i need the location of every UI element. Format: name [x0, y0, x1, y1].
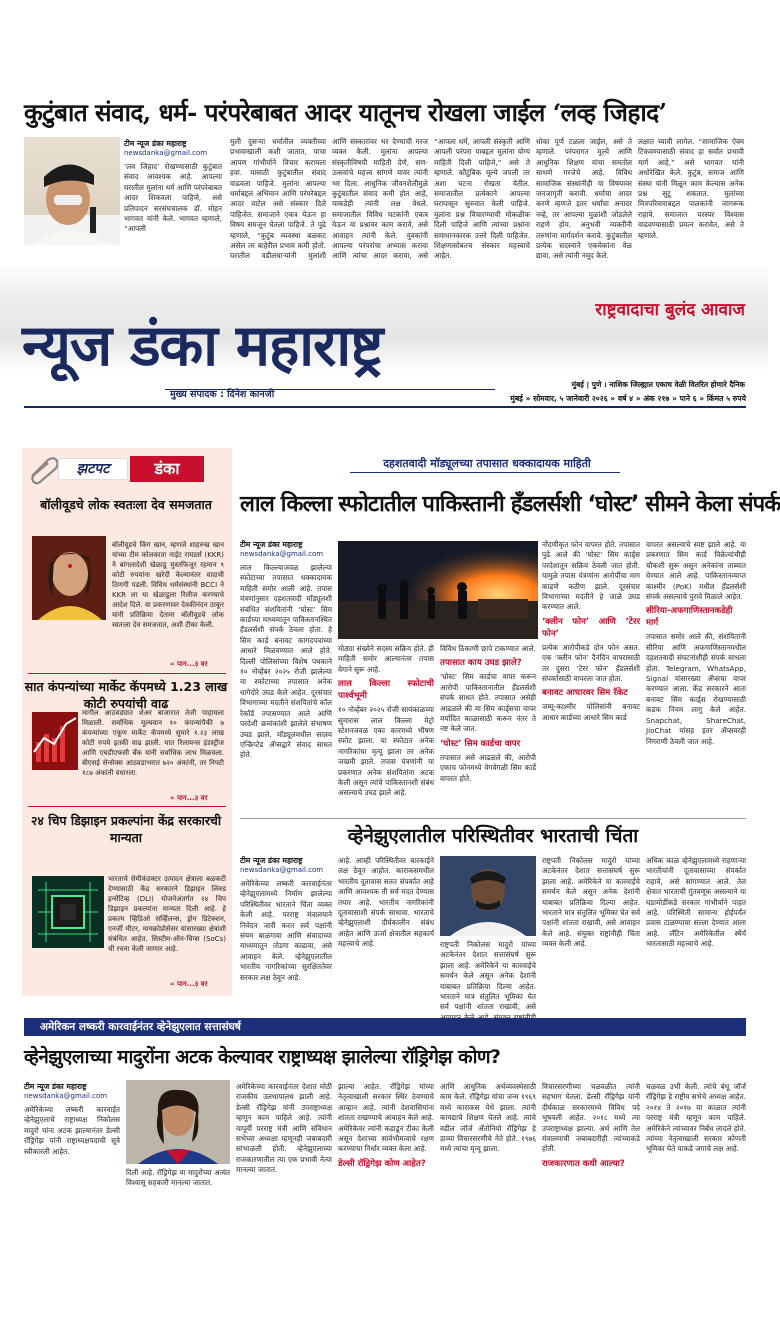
date-line: मुंबई » सोमवार, ५ जानेवारी २०२६ » वर्ष ४ » अंक २१७ » पाने ६ » किंमत ५ रुपये: [510, 394, 746, 403]
venezuela-india-column-5: अधिक काळ व्हेनेझुएलामध्ये राहणाऱ्या भारतीयांनी दूतावासाच्या संपर्कात राहावे, असे सांगण्यात आले. तेल क्षेत्रात भारताची गुंतवणूक असल्याने या घडामोडींकडे सरकार गांभीर्याने पाहत आहे. परिस्थिती सामान्य होईपर्यंत प्रवास टाळण्याचा सल्ला देण्यात आला आहे. लॅटिन अमेरिकेतील स्थैर्य भारतासाठी महत्त्वाचे आहे.: [646, 856, 746, 949]
center-column-2: मोठ्या संख्येने सदस्य सक्रिय होते. ही माहिती समोर आल्यानंतर तपास वेगाने सुरू आहे. लाल किल्ला स्फोटाची पार्श्वभूमी १० नोव्हेंबर २०२५ रोजी सायंकाळच्या सुमारास लाल किल्ला मेट्रो स्टेशनजवळ एका कारमध्ये भीषण स्फोट झाला. या स्फोटात अनेक नागरिकांचा मृत्यू झाला तर अनेक जखमी झाले. तपास यंत्रणांनी या प्रकरणात अनेक संशयितांना अटक केली असून त्यांचे पाकिस्तानशी संबंध असल्याचे उघड झाले आहे.: [338, 644, 434, 798]
sidebar-item-2-text: मागील आठवड्यात शेअर बाजारात तेजी पाहायला मिळाली. सर्वाधिक मूल्यवान १० कंपन्यांपैकी ७ कंपन्यांच्या एकूण मार्केट कॅपमध्ये सुमारे १.२३ लाख कोटी रुपये इतकी वाढ झाली. यात रिलायन्स इंडस्ट्रीज आणि एचडीएफसी बँक यांनी सर्वाधिक लाभ मिळवला. बीएसई सेन्सेक्स आठवडाभरात ७२० अंकांनी, तर निफ्टी १८७ अंकांनी वधारला.: [82, 709, 224, 777]
bottom-column-5: विचारसरणीच्या चळवळीत त्यांनी सहभाग घेतला. डेल्सी रॉड्रिगेझ यांनी दीर्घकाळ सरकारमध्ये विविध पदे भूषवली आहेत. २०१८ मध्ये त्या उपराष्ट्राध्यक्ष झाल्या. अर्थ आणि तेल मंत्रालयाची जबाबदारीही त्यांच्याकडे होती. राजकारणात कधी आल्या?: [542, 1082, 640, 1169]
venezuela-india-headline[interactable]: व्हेनेझुएलातील परिस्थितीवर भारताची चिंता: [347, 825, 639, 847]
center-subhead-1: लाल किल्ला स्फोटाची पार्श्वभूमी: [338, 679, 434, 702]
masthead-title[interactable]: न्यूज डंका महाराष्ट्र: [22, 313, 383, 379]
center-column-1: टीम न्यूज डंका महाराष्ट्र newsdanka@gmail.com लाल किल्ल्याजवळ झालेल्या स्फोटाच्या तपासात धक्कादायक माहिती समोर आली आहे. तपास यंत्रणांनुसार दहशतवादी मॉड्यूलशी संबंधित संशयितांनी ‘घोस्ट’ सिम कार्डच्या माध्यमातून पाकिस्तानस्थित हँडलर्सशी संपर्क ठेवला होता. हे सिम कार्ड बनावट कागदपत्रांच्या आधारे मिळवण्यात आले होते. दिल्ली पोलिसांच्या विशेष पथकाने १० नोव्हेंबर २०२५ रोजी झालेल्या या स्फोटाच्या तपासात अनेक धागेदोरे उघड केले आहेत. दूरसंचार विभागाच्या मदतीने संशयितांचे कॉल रेकॉर्ड तपासण्यात आले आणि परदेशी क्रमांकांशी झालेले संभाषण उघड झाले. मॉड्यूलमधील सदस्य एन्क्रिप्टेड ॲप्सद्वारे संवाद साधत होते.: [240, 540, 332, 760]
sidebar-item-1-text: बॉलीवूडचे किंग खान, म्हणजे शाहरुख खान यांच्या टीम कोलकाता नाईट रायडर्स (KKR) ने बांगलादेशी खेळाडू मुस्तफिजूर रहमान ९ कोटी रुपयांना खरेदी केल्यानंतर वादाची ठिणगी पडली. विविध धर्मसंस्थांनी BCCI ने KKR ला या खेळाडूला रिलीज करण्याचे आदेश दिले. या प्रकरणावर देवकीनंदन ठाकूर यांनी प्रतिक्रिया देताना बॉलीवूडचे लोक स्वतःला देव समजतात, अशी टीका केली.: [112, 541, 224, 629]
top-story-column-5: लक्षात घ्यावी लागेल. “सामाजिक ऐक्य टिकवण्यासाठी संवाद हा सर्वात प्रभावी मार्ग आहे,” असे भागवत यांनी अधोरेखित केले. कुटुंब, समाज आणि संस्था यांनी मिळून काम केल्यास अनेक प्रश्न सुटू शकतात. मुलांच्या मित्रपरिवाराबद्दल पालकांनी जागरूक राहावे. समाजात परस्पर विश्वास वाढवण्यासाठी प्रयत्न करावेत, असे ते म्हणाले.: [638, 137, 744, 240]
center-subhead-2: तपासात काय उघड झाले?: [440, 658, 522, 669]
center-column-5: वापरत असल्याचे स्पष्ट झाले आहे. या प्रकरणात सिम कार्ड विक्रेत्यांचीही चौकशी सुरू असून अनेकांना ताब्यात घेण्यात आले आहे. पाकिस्तानव्याप्त काश्मीर (PoK) मधील हँडलर्सशी संपर्क असल्याचे पुरावे मिळाले आहेत. सीरिया-अफगाणिस्तानकडेही मार्ग तपासात समोर आले की, संशयितांनी सीरिया आणि अफगाणिस्तानमधील दहशतवादी संघटनांशीही संपर्क साधला होता. Telegram, WhatsApp, Signal यांसारख्या ॲप्सचा वापर करण्यात आला. केंद्र सरकारने आता बनावट सिम कार्ड्स रोखण्यासाठी कडक नियम लागू केले आहेत. Snapchat, ShareChat, JioChat यांसह इतर ॲप्सवरही निगराणी ठेवली जात आहे.: [646, 540, 746, 746]
bottom-banner-text: अमेरिकन लष्करी कारवाईनंतर व्हेनेझुएलात सत्तासंघर्ष: [40, 1021, 241, 1033]
blast-scene-photo: [338, 541, 538, 639]
byline-email[interactable]: newsdanka@gmail.com: [240, 550, 324, 558]
bottom-column-3: झाल्या आहेत. रॉड्रिगेझ यांच्या नेतृत्वाखाली सरकार स्थिर ठेवण्याचे आव्हान आहे. त्यांनी देशवासियांना शांतता राखण्याचे आवाहन केले आहे. अमेरिकेवर त्यांनी कडाडून टीका केली असून देशाच्या सार्वभौमत्वाचे रक्षण करण्याचा निर्धार व्यक्त केला आहे. डेल्सी रॉड्रिगेझ कोण आहेत?: [338, 1082, 434, 1169]
byline-email[interactable]: newsdanka@gmail.com: [124, 149, 208, 157]
sidebar-item-3-more[interactable]: » पान...३ वर: [170, 980, 208, 988]
byline-email[interactable]: newsdanka@gmail.com: [24, 1092, 108, 1100]
center-subhead-3: ‘घोस्ट’ सिम कार्डचा वापर: [440, 738, 521, 749]
sidebar-item-2-headline[interactable]: सात कंपन्यांच्या मार्केट कॅपमध्ये 1.23 लाख कोटी रुपयांची वाढ: [24, 679, 228, 711]
bottom-column-6: चळवळ उभी केली. त्यांचे बंधू जॉर्ज रॉड्रिगेझ हे राष्ट्रीय सभेचे अध्यक्ष आहेत. २०१४ ते २०१७ या काळात त्यांनी परराष्ट्र मंत्री म्हणून काम पाहिले. अमेरिकेने त्यांच्यावर निर्बंध लादले होते. त्यांच्या नेतृत्वाखाली सरकार कोणती भूमिका घेते याकडे जगाचे लक्ष आहे.: [646, 1082, 746, 1154]
sidebar-label-quick: झटपट: [58, 458, 128, 480]
masthead-tagline: राष्ट्रवादाचा बुलंद आवाज: [595, 300, 745, 320]
sidebar-item-3-text: भारताचे सेमीकंडक्टर उत्पादन क्षेत्राला बळकटी देण्यासाठी केंद्र सरकारने डिझाइन लिंक्ड इन्सेंटिव्ह (DLI) योजनेअंतर्गत २४ चिप डिझाइन प्रकल्पांना मान्यता दिली आहे. हे प्रकल्प व्हिडिओ सर्व्हिलन्स, ड्रोन डिटेक्शन, एनर्जी मीटर, मायक्रोप्रोसेसर यांसारख्या क्षेत्रांशी संबंधित आहेत. सिस्टीम-ऑन-चिप्स (SoCs) ची रचना केली जाणार आहे.: [108, 875, 226, 953]
center-column-3: विविध ठिकाणी छापे टाकण्यात आले. तपासात काय उघड झाले? ‘घोस्ट’ सिम कार्डचा वापर करून आरोपी पाकिस्तानातील हँडलर्सशी संपर्क साधत होते. तपासात असेही आढळले की या सिम कार्ड्सचा वापर मर्यादित काळासाठी करून नंतर ते नष्ट केले जात. ‘घोस्ट’ सिम कार्डचा वापर तपासात असे आढळले की, आरोपी एकाच फोनमध्ये वेगवेगळी सिम कार्डे वापरत होते.: [440, 644, 536, 783]
top-story-column-3: “आपला धर्म, आपली संस्कृती आणि आपली परंपरा याबद्दल मुलांना योग्य माहिती दिली पाहिजे,” असे ते म्हणाले. कौटुंबिक मूल्ये जपली तर अशा घटना रोखता येतील. समाजातील प्रत्येकाने आपल्या घरापासून सुरुवात केली पाहिजे. मुलांना प्रश्न विचारण्याची मोकळीक दिली पाहिजे आणि त्यांच्या प्रश्नांना समाधानकारक उत्तरे दिली पाहिजेत. शिक्षणासोबतच संस्कार महत्त्वाचे आहेत.: [434, 137, 530, 261]
paperclip-icon: [26, 456, 60, 484]
venezuela-india-rule: [240, 818, 746, 819]
bottom-column-2: अमेरिकेच्या कारवाईनंतर देशात मोठी राजकीय उलथापालथ झाली आहे. डेल्सी रॉड्रिगेझ यांनी उपराष्ट्राध्यक्ष म्हणून काम पाहिले आहे. त्यांनी यापूर्वी परराष्ट्र मंत्री आणि संविधान सभेच्या अध्यक्षा म्हणूनही जबाबदारी सांभाळली होती. व्हेनेझुएलाच्या राजकारणातील त्या एक प्रभावी नेत्या मानल्या जातात.: [236, 1082, 332, 1175]
center-column-4: नोंदणीकृत फोन वापरत होते. तपासात पुढे आले की ‘घोस्ट’ सिम कार्ड्स परदेशातून सक्रिय ठेवली जात होती. यामुळे तपास यंत्रणांना आरोपींचा माग काढणे कठीण झाले. दूरसंचार विभागाच्या मदतीने हे जाळे उघड करण्यात आले. ‘क्लीन फोन’ आणि ‘टेरर फोन’ प्रत्येक आरोपीकडे दोन फोन असत. एक ‘क्लीन फोन’ दैनंदिन वापरासाठी तर दुसरा ‘टेरर फोन’ हँडलर्सशी संपर्कासाठी वापरला जात होता. बनावट आधारवर सिम रॅकेट जम्मू-काश्मीर पोलिसांनी बनावट आधार कार्डच्या आधारे सिम कार्ड: [542, 540, 640, 722]
divider: [28, 673, 226, 674]
byline: टीम न्यूज डंका महाराष्ट्र: [240, 540, 303, 549]
center-subhead-6: सीरिया-अफगाणिस्तानकडेही मार्ग: [646, 606, 733, 629]
byline: टीम न्यूज डंका महाराष्ट्र: [24, 1082, 87, 1091]
byline: टीम न्यूज डंका महाराष्ट्र: [240, 856, 303, 865]
center-subhead-5: बनावट आधारवर सिम रॅकेट: [542, 688, 628, 699]
chief-editor-label: मुख्य संपादक : दिनेश कानजी: [170, 389, 275, 400]
sidebar-item-1-more[interactable]: » पान...३ वर: [170, 660, 208, 668]
bhagwat-portrait-photo: [24, 137, 120, 245]
top-story-column-4: धोका पूर्ण टळला जाईल, असे ते म्हणाले. परंपरागत मूल्ये आणि आधुनिक शिक्षण यांचा समतोल साधणे गरजेचे आहे. विविध सामाजिक संस्थांनीही या विषयावर जनजागृती करावी. धर्माचा आदर करणे म्हणजे इतर धर्मांचा अनादर नव्हे, तर आपल्या मुळांशी जोडलेले राहणे होय. अनुभवी व्यक्तींनी तरुणांना मार्गदर्शन करावे. कुटुंबातील प्रत्येक सदस्याने एकमेकांना वेळ द्यावा, असे त्यांनी नमूद केले.: [536, 137, 632, 261]
official-portrait-photo: [440, 856, 536, 936]
byline: टीम न्यूज डंका महाराष्ट्र: [124, 139, 187, 148]
sidebar-header: [22, 452, 232, 486]
byline-email[interactable]: newsdanka@gmail.com: [240, 866, 324, 874]
top-story-column-2: आणि संस्कारांवर भर देण्याची गरज व्यक्त केली. मुलांना आपल्या संस्कृतीविषयी माहिती देणे, सण-उत्सवांचे महत्त्व सांगणे यावर त्यांनी भर दिला. आधुनिक जीवनशैलीमुळे कुटुंबातील संवाद कमी होत आहे, याकडेही त्यांनी लक्ष वेधले. समाजातील विविध घटकांनी एकत्र येऊन या प्रश्नावर काम करावे, असे आवाहन त्यांनी केले. युवकांनी आपल्या परंपरांचा अभ्यास करावा आणि त्यांचा आदर करावा, असे: [332, 137, 428, 261]
top-story-column-1: मुली दुसऱ्या धर्मातील व्यक्तीच्या प्रभावाखाली कशी जातात, याचा आपण गांभीर्याने विचार करायला हवा. यासाठी कुटुंबातील संवाद वाढवला पाहिजे. मुलांना आपल्या धर्माबद्दल अभिमान आणि परंपरेबद्दल आदर वाटेल असे संस्कार दिले पाहिजेत. समाजाने एकत्र येऊन हा विषय समजून घेतला पाहिजे. ते पुढे म्हणाले, “कुटुंब व्यवस्था बळकट असेल तर बाहेरील प्रभाव कमी होतो. घरातील वडीलधाऱ्यांनी मुलांशी: [230, 137, 326, 261]
venezuela-india-column-3: राष्ट्रपती निकोलस मादुरो यांच्या अटकेनंतर देशात सत्तासंघर्ष सुरू झाला आहे. अमेरिकेने या कारवाईचे समर्थन केले असून अनेक देशांनी याबाबत प्रतिक्रिया दिल्या आहेत. भारताने मात्र संतुलित भूमिका घेत सर्व पक्षांनी शांतता राखावी, असे: [440, 940, 536, 1012]
chip-photo: [32, 876, 104, 948]
venezuela-india-column-1: टीम न्यूज डंका महाराष्ट्र newsdanka@gmail.com अमेरिकेच्या लष्करी कारवाईनंतर व्हेनेझुएलामध्ये निर्माण झालेल्या परिस्थितीवर भारताने चिंता व्यक्त केली आहे. परराष्ट्र मंत्रालयाने निवेदन जारी करत सर्व पक्षांनी संयम बाळगावा आणि संवादाच्या माध्यमातून तोडगा काढावा, असे आवाहन केले. व्हेनेझुएलातील भारतीय नागरिकांच्या सुरक्षिततेवर सरकार लक्ष ठेवून आहे.: [240, 856, 332, 982]
top-story-headline[interactable]: कुटुंबात संवाद, धर्म- परंपरेबाबत आदर यातूनच रोखला जाईल ‘लव्ह जिहाद’: [24, 98, 667, 127]
stock-chart-photo: [32, 712, 78, 770]
sidebar-item-2-more[interactable]: » पान...३ वर: [170, 794, 208, 802]
center-kicker: दहशतवादी मॉड्यूलच्या तपासात धक्कादायक माहिती: [383, 457, 591, 470]
venezuela-india-column-4: राष्ट्रपती निकोलस मादुरो यांच्या अटकेनंतर देशात सत्तासंघर्ष सुरू झाला आहे. अमेरिकेने या कारवाईचे समर्थन केले असून अनेक देशांनी याबाबत प्रतिक्रिया दिल्या आहेत. भारताने मात्र संतुलित भूमिका घेत सर्व पक्षांनी शांतता राखावी, असे आवाहन केले आहे. संयुक्त राष्ट्रांनीही चिंता व्यक्त केली आहे.: [542, 856, 640, 949]
center-kicker-underline: [350, 472, 620, 473]
top-story-intro: ‘लव जिहाद’ रोखण्यासाठी कुटुंबात संवाद आवश्यक आहे. आपल्या घरातील मुलांना धर्म आणि परंपरेबाबत आदर शिकवला पाहिजे, असे प्रतिपादन सरसंघचालक डॉ. मोहन भागवत यांनी केले. भागवत म्हणाले, “आपली: [124, 162, 222, 234]
bottom-column-4: आणि आधुनिक अर्थव्यवस्थेसाठी काम केले. रॉड्रिगेझ यांचा जन्म १९६९ मध्ये काराकस येथे झाला. त्यांनी कायद्याचे शिक्षण घेतले आहे. त्यांचे वडील जॉर्ज अँतोनियो रॉड्रिगेझ हे डाव्या विचारसरणीचे नेते होते. १९७६ मध्ये त्यांचा मृत्यू झाला.: [440, 1082, 536, 1154]
masthead-cities: मुंबई | पुणे । नाशिक जिल्ह्यात एकाच वेळी वितरित होणारे दैनिक: [571, 380, 745, 389]
bottom-under-photo: दिली आहे. रॉड्रिगेझ या मादुरोंच्या अत्यंत विश्वासू सहकारी मानल्या जातात.: [126, 1168, 230, 1188]
sidebar-label-danka: डंका: [130, 456, 204, 482]
sidebar-item-1-headline[interactable]: बॉलीवूडचे लोक स्वतःला देव समजतात: [40, 497, 212, 512]
venezuela-india-column-2: आहे. आम्ही परिस्थितीवर बारकाईने लक्ष ठेवून आहोत. काराकसमधील भारतीय दूतावास सतत संपर्कात आहे आणि आवश्यक ती सर्व मदत देण्यास तयार आहे. भारतीय नागरिकांनी दूतावासाशी संपर्क साधावा. भारताचे व्हेनेझुएलाशी दीर्घकालीन संबंध आहेत आणि ऊर्जा क्षेत्रातील सहकार्य महत्त्वाचे आहे.: [338, 856, 434, 949]
bottom-subhead-2: राजकारणात कधी आल्या?: [542, 1158, 625, 1169]
rodriguez-portrait-photo: [126, 1080, 230, 1164]
sidebar-item-3-headline[interactable]: २४ चिप डिझाइन प्रकल्पांना केंद्र सरकारची मान्यता: [30, 813, 222, 845]
center-subhead-4: ‘क्लीन फोन’ आणि ‘टेरर फोन’: [542, 616, 640, 639]
bottom-headline[interactable]: व्हेनेझुएलाच्या मादुरोंना अटक केल्यावर राष्ट्राध्यक्ष झालेल्या रॉड्रिगेझ कोण?: [24, 1047, 501, 1068]
bottom-column-1: टीम न्यूज डंका महाराष्ट्र newsdanka@gmail.com अमेरिकेच्या लष्करी कारवाईत व्हेनेझुएलाचे राष्ट्राध्यक्ष निकोलस मादुरो यांना अटक झाल्यानंतर डेल्सी रॉड्रिगेझ यांनी राष्ट्राध्यक्षपदाची सूत्रे स्वीकारली आहेत.: [24, 1082, 120, 1156]
masthead-rule: [24, 406, 746, 408]
center-headline[interactable]: लाल किल्ला स्फोटातील पाकिस्तानी हँडलर्सशी ‘घोस्ट’ सीमने केला संपर्क: [240, 492, 780, 517]
bottom-subhead-1: डेल्सी रॉड्रिगेझ कोण आहेत?: [338, 1158, 426, 1169]
devkinandan-portrait-photo: [32, 536, 106, 620]
divider: [28, 806, 226, 807]
